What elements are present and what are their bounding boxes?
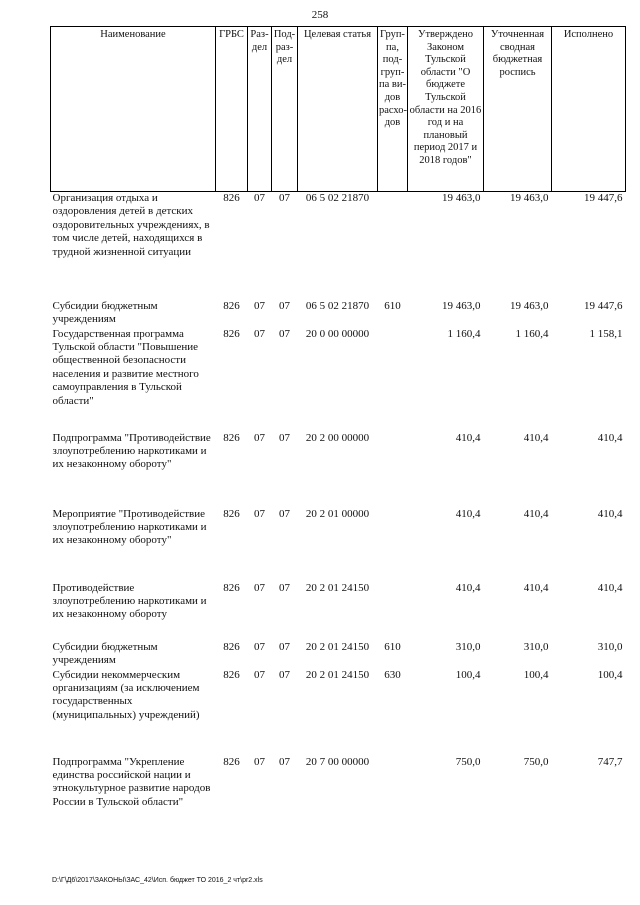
row-celevaya: 20 7 00 00000 [305,755,370,768]
row-ispolneno: 410,4 [597,507,623,520]
row-celevaya: 20 0 00 00000 [305,327,370,340]
table-row [51,669,626,756]
row-utverzhdeno: 19 463,0 [442,299,481,312]
row-ispolneno: 100,4 [597,668,623,681]
row-utochnennaya: 1 160,4 [515,327,549,340]
table-row [51,508,626,582]
row-gruppa [378,508,408,582]
header-utverzhdeno: Утверждено Законом Тульской области "О бюджете Тульской области на 2016 год и на плановый период 2017 и 2018 годов" [408,27,484,192]
header-celevaya-statya: Целевая статья [298,27,378,192]
row-utverzhdeno: 100,4 [455,668,481,681]
row-ispolneno: 410,4 [597,581,623,594]
row-ispolneno: 747,7 [597,755,623,768]
row-razdel: 07 [254,299,265,312]
row-gruppa [378,756,408,832]
row-name: Противодействие злоупотреблению наркотиками и их незаконному обороту [52,581,207,621]
table-row [51,756,626,832]
row-utochnennaya: 100,4 [523,668,549,681]
row-podrazdel: 07 [279,507,290,520]
row-podrazdel: 07 [279,668,290,681]
row-podrazdel: 07 [279,755,290,768]
row-celevaya: 20 2 01 24150 [305,668,370,681]
row-gruppa: 630 [384,668,401,681]
row-utverzhdeno: 1 160,4 [447,327,481,340]
row-grbs: 826 [223,640,240,653]
row-utverzhdeno: 410,4 [455,507,481,520]
row-utochnennaya: 750,0 [523,755,549,768]
header-ispolneno: Исполнено [552,27,626,192]
row-utverzhdeno: 410,4 [455,431,481,444]
file-path-footer: D:\Г\Д6\2017\ЗАКОНЫ\ЗАС_42\Исп. бюджет ТО 2016_2 чт\pr2.xls [52,877,263,884]
row-razdel: 07 [254,431,265,444]
row-podrazdel: 07 [279,299,290,312]
row-name: Подпрограмма "Укрепление единства российской нации и этнокультурное развитие народов России в Тульской области" [52,755,211,808]
row-celevaya: 06 5 02 21870 [305,192,370,204]
header-razdel: Раз-дел [248,27,272,192]
row-gruppa [378,192,408,300]
row-grbs: 826 [223,507,240,520]
row-grbs: 826 [223,192,240,204]
row-name: Субсидии бюджетным учреждениям [52,640,158,666]
row-podrazdel: 07 [279,192,290,204]
row-name: Субсидии бюджетным учреждениям [52,299,158,325]
page-number: 258 [311,9,329,21]
row-gruppa [378,328,408,432]
row-utverzhdeno: 410,4 [455,581,481,594]
row-name: Мероприятие "Противодействие злоупотреблению наркотиками и их незаконному обороту" [52,507,207,547]
table-row [51,300,626,328]
table-row [51,432,626,508]
header-utochnennaya: Уточненная сводная бюджетная роспись [484,27,552,192]
row-grbs: 826 [223,299,240,312]
row-razdel: 07 [254,507,265,520]
row-grbs: 826 [223,668,240,681]
table-header-row [51,27,626,192]
row-razdel: 07 [254,581,265,594]
row-razdel: 07 [254,327,265,340]
header-name: Наименование [51,27,216,192]
row-utochnennaya: 310,0 [523,640,549,653]
row-name: Государственная программа Тульской области "Повышение общественной безопасности населения и развитие местного самоуправления в Тульской области" [52,327,199,407]
row-ispolneno: 19 447,6 [584,299,623,312]
row-ispolneno: 310,0 [597,640,623,653]
table-row [51,582,626,641]
row-celevaya: 20 2 01 00000 [305,507,370,520]
row-celevaya: 20 2 01 24150 [305,581,370,594]
header-gruppa: Груп-па, под-груп-па ви-дов расхо-дов [378,27,408,192]
row-celevaya: 20 2 00 00000 [305,431,370,444]
header-grbs: ГРБС [216,27,248,192]
row-razdel: 07 [254,755,265,768]
row-utverzhdeno: 310,0 [455,640,481,653]
row-utverzhdeno: 19 463,0 [442,192,481,204]
row-name: Подпрограмма "Противодействие злоупотреблению наркотиками и их незаконному обороту" [52,431,211,471]
row-grbs: 826 [223,755,240,768]
row-utochnennaya: 19 463,0 [510,299,549,312]
row-gruppa: 610 [384,299,401,312]
row-name: Организация отдыха и оздоровления детей в детских оздоровительных учреждениях, в том числе детей, находящихся в трудной жизненной ситуации [52,192,210,258]
row-name: Субсидии некоммерческим организациям (за исключением государственных (муниципальных) учреждений) [52,668,200,721]
row-ispolneno: 410,4 [597,431,623,444]
row-podrazdel: 07 [279,431,290,444]
row-utochnennaya: 410,4 [523,507,549,520]
table-row [51,328,626,432]
row-celevaya: 20 2 01 24150 [305,640,370,653]
row-podrazdel: 07 [279,581,290,594]
row-podrazdel: 07 [279,327,290,340]
row-grbs: 826 [223,431,240,444]
row-razdel: 07 [254,668,265,681]
table-row [51,192,626,300]
row-gruppa [378,582,408,641]
row-utverzhdeno: 750,0 [455,755,481,768]
row-gruppa: 610 [384,640,401,653]
row-ispolneno: 1 158,1 [589,327,623,340]
row-razdel: 07 [254,192,265,204]
row-gruppa [378,432,408,508]
row-utochnennaya: 410,4 [523,431,549,444]
row-grbs: 826 [223,581,240,594]
row-grbs: 826 [223,327,240,340]
row-podrazdel: 07 [279,640,290,653]
row-razdel: 07 [254,640,265,653]
budget-table [50,26,626,832]
row-utochnennaya: 410,4 [523,581,549,594]
row-utochnennaya: 19 463,0 [510,192,549,204]
row-ispolneno: 19 447,6 [584,192,623,204]
row-celevaya: 06 5 02 21870 [305,299,370,312]
header-podrazdel: Под-раз-дел [272,27,298,192]
table-row [51,641,626,669]
